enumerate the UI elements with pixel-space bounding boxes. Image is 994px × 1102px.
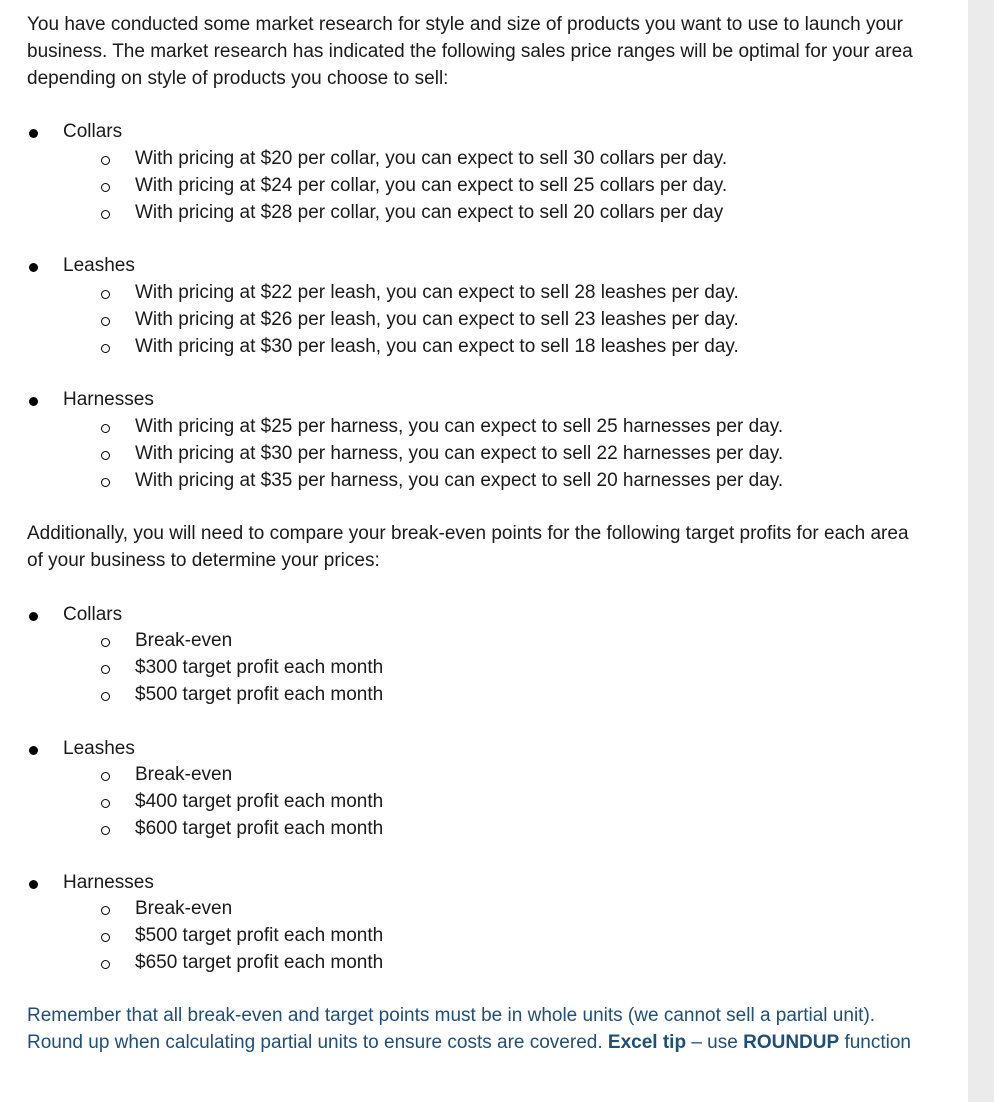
bullet-icon: [29, 263, 38, 272]
list-item: Break-even: [63, 896, 927, 923]
window-gutter: [968, 0, 994, 1102]
targets-list: [27, 602, 927, 977]
list-item: $600 target profit each month: [63, 816, 927, 843]
pricing-sublist: [63, 414, 927, 494]
list-item: With pricing at $20 per collar, you can expect to sell 30 collars per day.: [63, 146, 927, 173]
circle-bullet-icon: [101, 156, 110, 165]
pricing-sublist: [63, 280, 927, 360]
list-item: With pricing at $30 per harness, you can expect to sell 22 harnesses per day.: [63, 441, 927, 468]
target-label: Leashes: [63, 737, 135, 759]
list-item: With pricing at $28 per collar, you can expect to sell 20 collars per day: [63, 200, 927, 227]
roundup-function-name: ROUNDUP: [743, 1032, 840, 1054]
circle-bullet-icon: [101, 799, 110, 808]
bullet-icon: [29, 397, 38, 406]
circle-bullet-icon: [101, 906, 110, 915]
pricing-label: Collars: [63, 121, 123, 143]
pricing-item-collars: [27, 119, 927, 226]
circle-bullet-icon: [101, 772, 110, 781]
circle-bullet-icon: [101, 210, 110, 219]
circle-bullet-icon: [101, 665, 110, 674]
list-item: $500 target profit each month: [63, 682, 927, 709]
circle-bullet-icon: [101, 933, 110, 942]
pricing-item-leashes: [27, 253, 927, 360]
bullet-icon: [29, 880, 38, 889]
list-item: With pricing at $25 per harness, you can expect to sell 25 harnesses per day.: [63, 414, 927, 441]
excel-tip-label: Excel tip: [607, 1032, 687, 1054]
list-item: With pricing at $30 per leash, you can expect to sell 18 leashes per day.: [63, 334, 927, 361]
list-item: Break-even: [63, 762, 927, 789]
rounding-note: Remember that all break-even and target points must be in whole units (we cannot sell a partial unit). Round up when calculating partial units to ensure costs are covered. Excel tip – use ROUNDUP function: [27, 1005, 911, 1054]
circle-bullet-icon: [101, 451, 110, 460]
bullet-icon: [29, 746, 38, 755]
list-item: With pricing at $24 per collar, you can expect to sell 25 collars per day.: [63, 173, 927, 200]
pricing-sublist: [63, 146, 927, 226]
list-item: With pricing at $26 per leash, you can expect to sell 23 leashes per day.: [63, 307, 927, 334]
target-item-leashes: [27, 736, 927, 843]
circle-bullet-icon: [101, 960, 110, 969]
circle-bullet-icon: [101, 344, 110, 353]
pricing-label: Harnesses: [63, 389, 154, 411]
list-item: $400 target profit each month: [63, 789, 927, 816]
circle-bullet-icon: [101, 826, 110, 835]
additional-paragraph: Additionally, you will need to compare your break-even points for the following target profits for each area of your business to determine your prices:: [27, 523, 909, 571]
list-item: Break-even: [63, 628, 927, 655]
target-sublist: [63, 762, 927, 842]
target-sublist: [63, 628, 927, 708]
target-item-collars: [27, 602, 927, 709]
list-item: $650 target profit each month: [63, 950, 927, 977]
list-item: $500 target profit each month: [63, 923, 927, 950]
target-label: Harnesses: [63, 871, 154, 893]
bullet-icon: [29, 129, 38, 138]
circle-bullet-icon: [101, 692, 110, 701]
bullet-icon: [29, 612, 38, 621]
pricing-label: Leashes: [63, 255, 135, 277]
circle-bullet-icon: [101, 424, 110, 433]
target-sublist: [63, 896, 927, 976]
pricing-list: [27, 119, 927, 494]
list-item: With pricing at $22 per leash, you can expect to sell 28 leashes per day.: [63, 280, 927, 307]
circle-bullet-icon: [101, 317, 110, 326]
document-body: [27, 12, 927, 1057]
circle-bullet-icon: [101, 183, 110, 192]
circle-bullet-icon: [101, 290, 110, 299]
target-label: Collars: [63, 603, 123, 625]
circle-bullet-icon: [101, 638, 110, 647]
intro-paragraph: You have conducted some market research for style and size of products you want to use to launch your business. The market research has indicated the following sales price ranges will be optimal for your area depending on style of products you choose to sell:: [27, 14, 913, 89]
pricing-item-harnesses: [27, 387, 927, 494]
list-item: With pricing at $35 per harness, you can expect to sell 20 harnesses per day.: [63, 468, 927, 495]
target-item-harnesses: [27, 870, 927, 977]
list-item: $300 target profit each month: [63, 655, 927, 682]
circle-bullet-icon: [101, 478, 110, 487]
